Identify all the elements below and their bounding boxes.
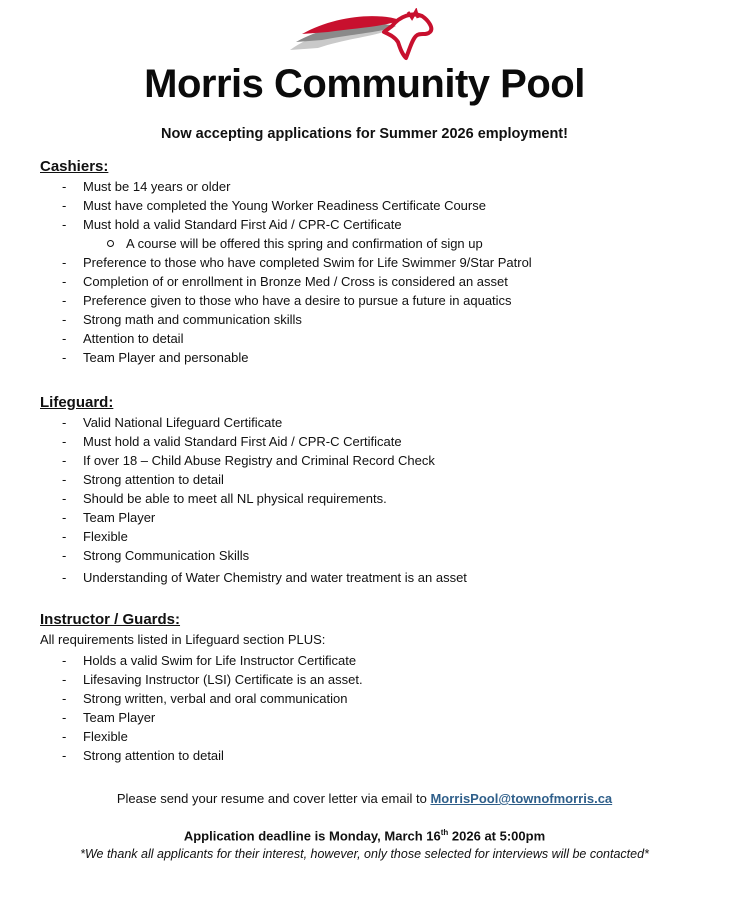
page-subtitle: Now accepting applications for Summer 2026 employment!	[161, 126, 568, 142]
circle-bullet-icon	[107, 240, 114, 247]
instructor-intro: All requirements listed in Lifeguard section PLUS:	[40, 632, 326, 647]
footer-note: *We thank all applicants for their interest, however, only those selected for interviews will be contacted*	[80, 847, 649, 861]
section-title-instructor: Instructor / Guards:	[40, 611, 181, 628]
contact-line	[0, 791, 729, 806]
horse-head-logo-icon	[288, 8, 436, 64]
page-title: Morris Community Pool	[144, 62, 585, 106]
email-link[interactable]: MorrisPool@townofmorris.ca	[430, 791, 613, 806]
contact-text: Please send your resume and cover letter via email to	[116, 791, 427, 806]
section-title-cashiers: Cashiers:	[40, 158, 109, 175]
application-deadline: Application deadline is Monday, March 16th 2026 at 5:00pm	[183, 828, 546, 844]
section-title-lifeguard: Lifeguard:	[40, 394, 114, 411]
